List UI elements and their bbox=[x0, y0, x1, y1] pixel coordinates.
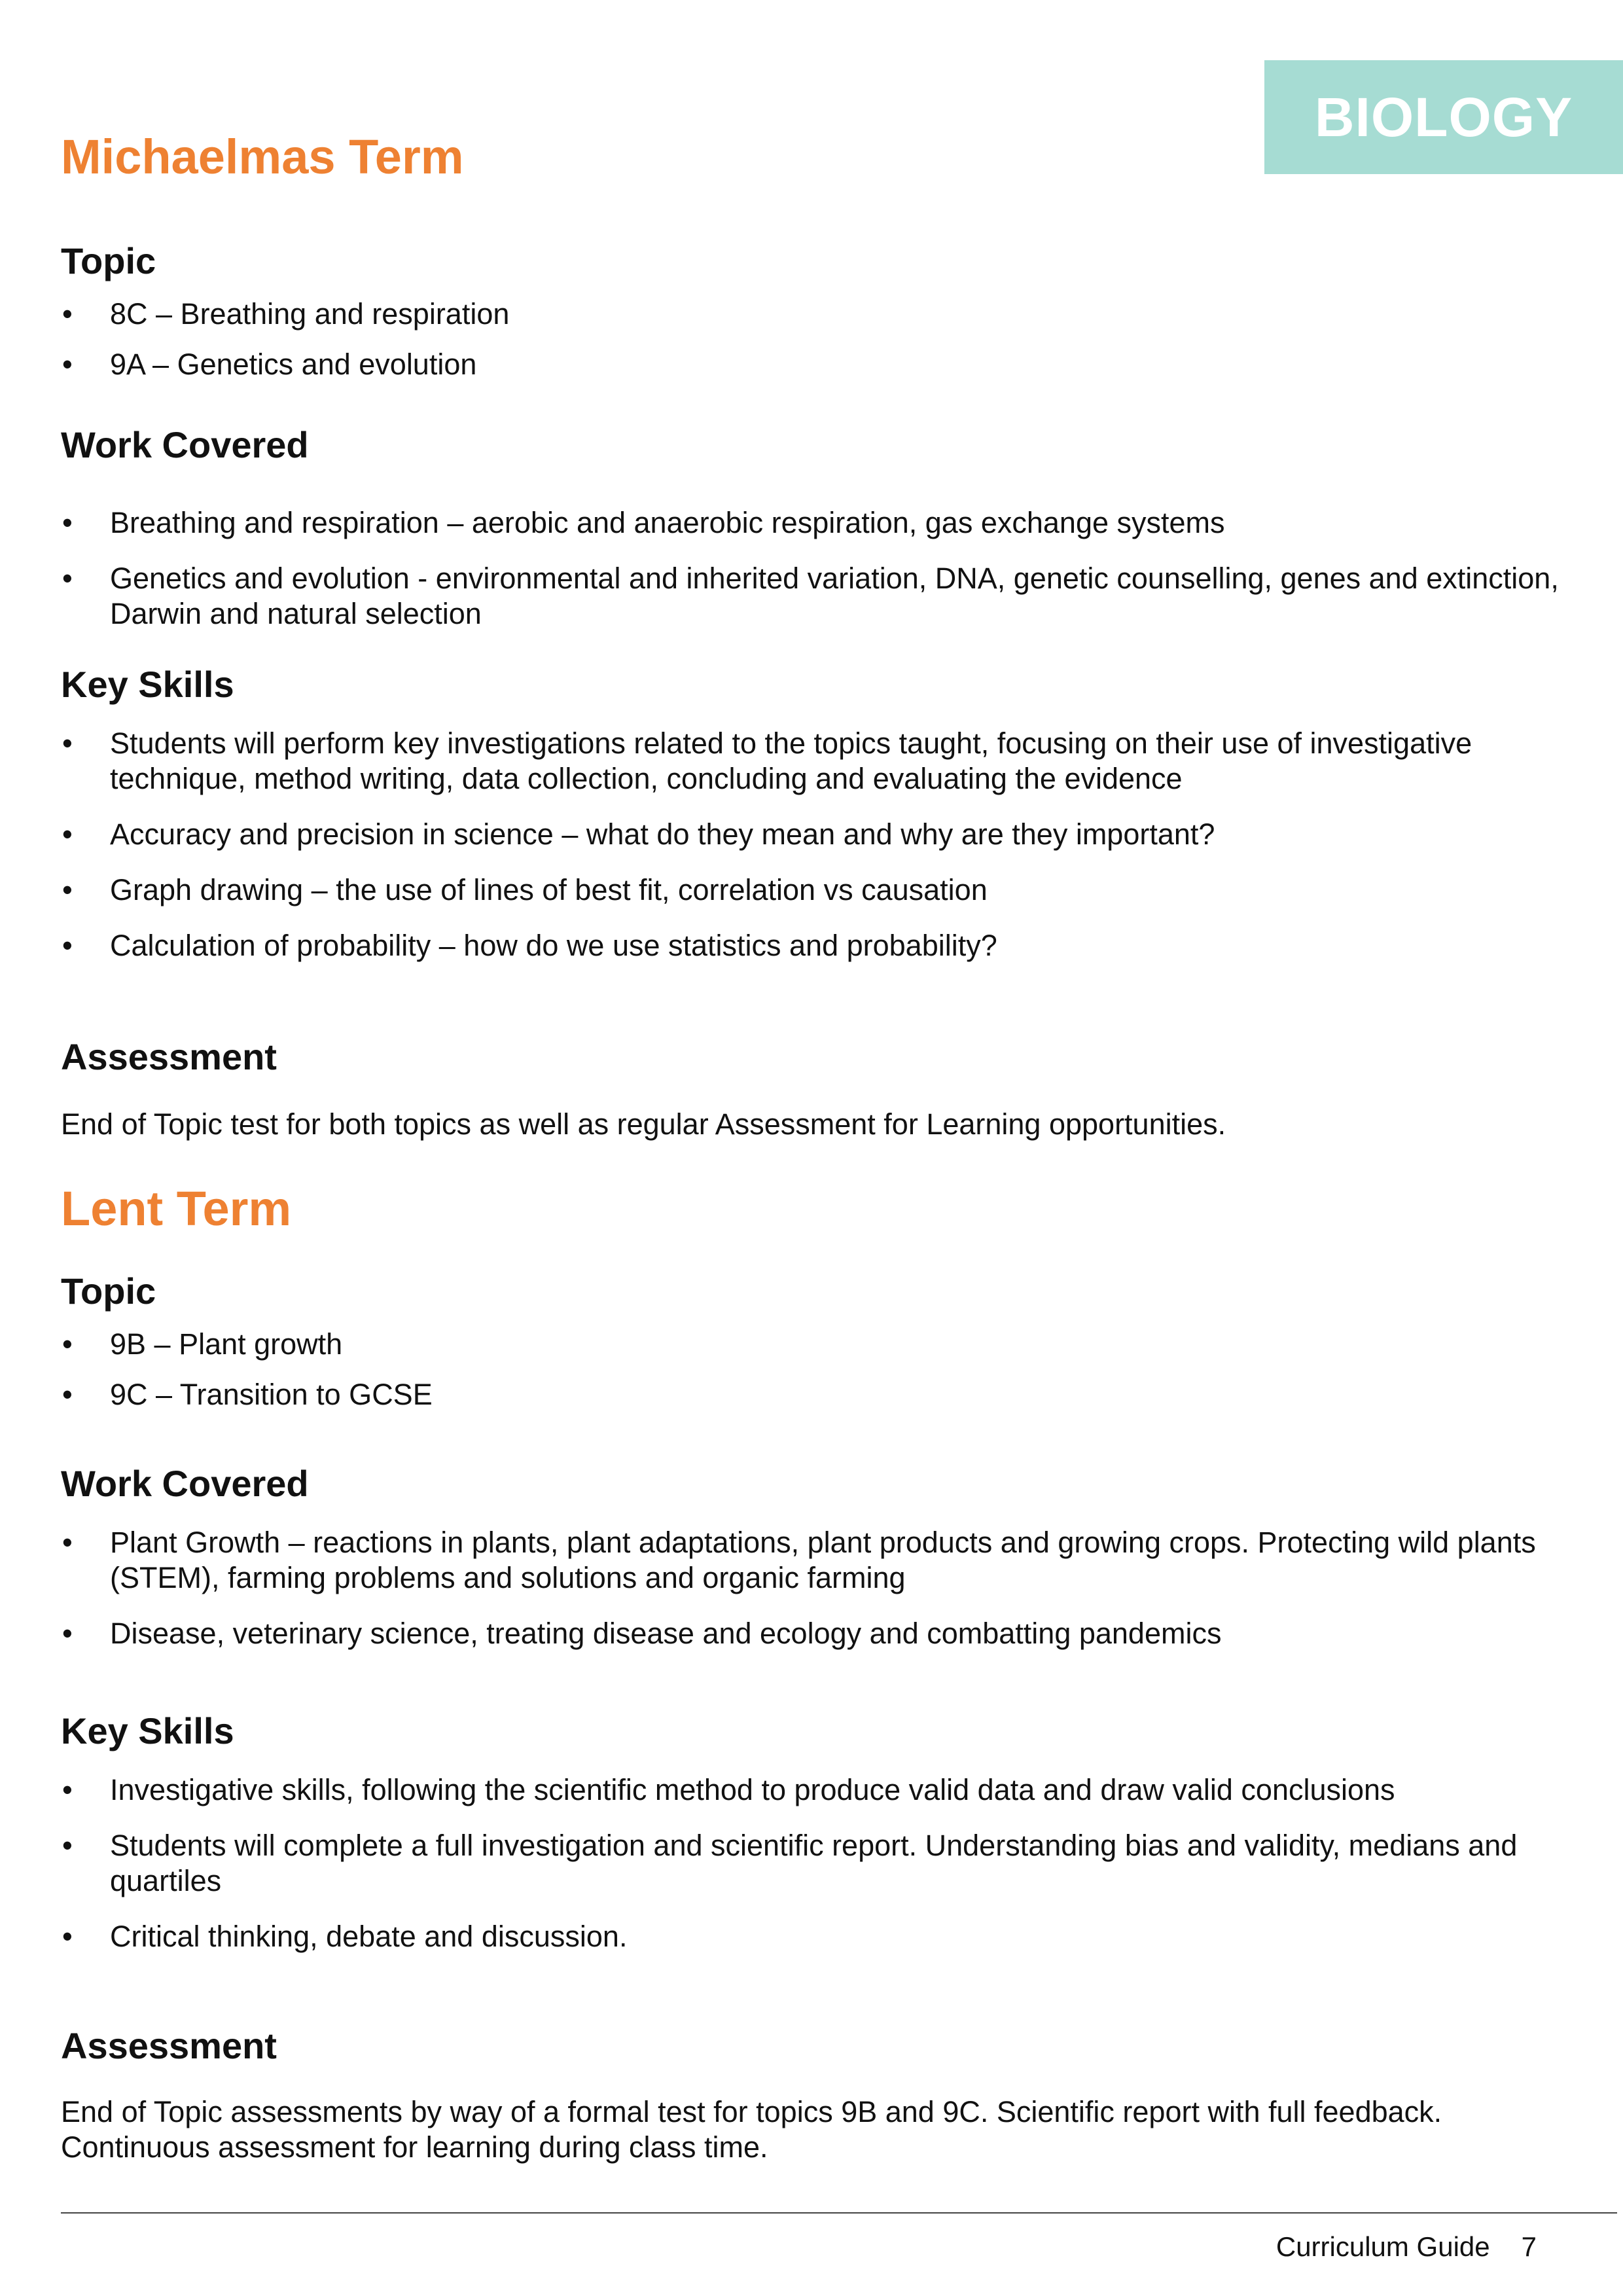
michaelmas-assessment-text: End of Topic test for both topics as well as regular Assessment for Learning opportunities. bbox=[61, 1107, 1226, 1141]
footer-label: Curriculum Guide bbox=[1275, 2231, 1490, 2262]
footer-divider bbox=[61, 2212, 1617, 2214]
list-item: • Students will complete a full investigation and scientific report. Understanding bias and validity, medians and quartiles bbox=[62, 1829, 1518, 1897]
michaelmas-term-title: Michaelmas Term bbox=[61, 130, 464, 184]
list-item: • Students will perform key investigations related to the topics taught, focusing on their use of investigative technique, method writing, data collection, concluding and evaluating the evidence bbox=[62, 726, 1472, 795]
michaelmas-work-heading: Work Covered bbox=[61, 424, 309, 465]
michaelmas-topic-list bbox=[61, 296, 1560, 382]
lent-assessment-text: End of Topic assessments by way of a formal test for topics 9B and 9C. Scientific report with full feedback. Continuous assessment for learning during class time. bbox=[61, 2095, 1442, 2164]
list-item: • Accuracy and precision in science – what do they mean and why are they important? bbox=[62, 817, 1215, 851]
bullet-icon: • bbox=[62, 562, 73, 595]
michaelmas-skills-list bbox=[61, 726, 1560, 963]
bullet-icon: • bbox=[62, 726, 73, 760]
lent-assessment-heading: Assessment bbox=[61, 2025, 277, 2066]
lent-topic-heading: Topic bbox=[61, 1270, 156, 1312]
list-item: • Disease, veterinary science, treating disease and ecology and combatting pandemics bbox=[62, 1617, 1222, 1650]
bullet-icon: • bbox=[62, 1378, 73, 1411]
list-item: • Calculation of probability – how do we use statistics and probability? bbox=[62, 929, 997, 962]
page-number: 7 bbox=[1521, 2231, 1537, 2262]
list-item: • Graph drawing – the use of lines of best fit, correlation vs causation bbox=[62, 873, 988, 906]
lent-work-list bbox=[61, 1525, 1560, 1651]
bullet-icon: • bbox=[62, 1920, 73, 1953]
bullet-icon: • bbox=[62, 1773, 73, 1806]
bullet-icon: • bbox=[62, 817, 73, 851]
list-item: • 9C – Transition to GCSE bbox=[62, 1378, 433, 1411]
michaelmas-work-list bbox=[61, 505, 1560, 632]
lent-term-title: Lent Term bbox=[61, 1181, 292, 1236]
subject-tab: BIOLOGY bbox=[1264, 60, 1623, 174]
bullet-icon: • bbox=[62, 506, 73, 539]
michaelmas-assessment-heading: Assessment bbox=[61, 1036, 277, 1077]
list-item: • 9B – Plant growth bbox=[62, 1327, 343, 1361]
list-item: • Plant Growth – reactions in plants, plant adaptations, plant products and growing crops. Protecting wild plants (STEM), farming problems and solutions and organic farming bbox=[62, 1526, 1536, 1594]
lent-skills-list bbox=[61, 1772, 1560, 1954]
bullet-icon: • bbox=[62, 873, 73, 906]
list-item: • Breathing and respiration – aerobic and anaerobic respiration, gas exchange systems bbox=[62, 506, 1225, 539]
list-item: • Critical thinking, debate and discussion. bbox=[62, 1920, 628, 1953]
bullet-icon: • bbox=[62, 1617, 73, 1650]
list-item: • 8C – Breathing and respiration bbox=[62, 297, 510, 331]
bullet-icon: • bbox=[62, 1526, 73, 1559]
lent-work-heading: Work Covered bbox=[61, 1463, 309, 1504]
list-item: • Investigative skills, following the scientific method to produce valid data and draw valid conclusions bbox=[62, 1773, 1395, 1806]
bullet-icon: • bbox=[62, 1829, 73, 1862]
michaelmas-skills-heading: Key Skills bbox=[61, 664, 234, 705]
bullet-icon: • bbox=[62, 348, 73, 381]
michaelmas-topic-heading: Topic bbox=[61, 240, 156, 281]
bullet-icon: • bbox=[62, 1327, 73, 1361]
list-item: • Genetics and evolution - environmental and inherited variation, DNA, genetic counselling, genes and extinction, Darwin and natural selection bbox=[62, 562, 1559, 630]
lent-topic-list bbox=[61, 1327, 1560, 1412]
bullet-icon: • bbox=[62, 929, 73, 962]
bullet-icon: • bbox=[62, 297, 73, 331]
list-item: • 9A – Genetics and evolution bbox=[62, 348, 477, 381]
lent-skills-heading: Key Skills bbox=[61, 1710, 234, 1751]
footer bbox=[1276, 2229, 1537, 2265]
